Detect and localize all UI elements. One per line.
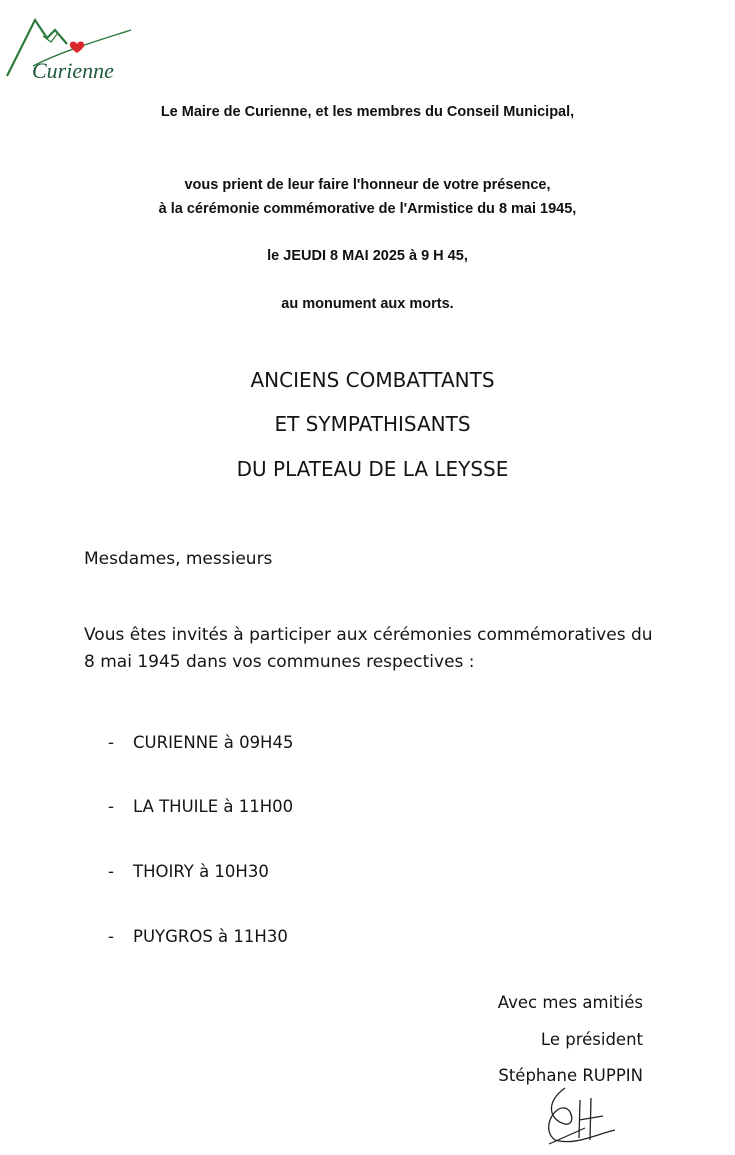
paragraph-line-1: Vous êtes invités à participer aux cérémonies commémoratives du bbox=[84, 625, 653, 645]
handwritten-signature bbox=[535, 1080, 625, 1155]
list-bullet: - bbox=[108, 927, 114, 946]
header-date: le JEUDI 8 MAI 2025 à 9 H 45, bbox=[267, 248, 468, 264]
greeting: Mesdames, messieurs bbox=[84, 549, 273, 569]
list-item-text: THOIRY à 10H30 bbox=[133, 862, 269, 881]
title-line-3: DU PLATEAU DE LA LEYSSE bbox=[236, 457, 509, 481]
invitation-paragraph bbox=[84, 622, 653, 676]
list-bullet: - bbox=[108, 862, 114, 881]
header-line-1: Le Maire de Curienne, et les membres du Conseil Municipal, bbox=[160, 104, 575, 120]
header-line-2: vous prient de leur faire l'honneur de votre présence, bbox=[184, 177, 551, 193]
curienne-logo bbox=[5, 10, 135, 83]
title-line-1: ANCIENS COMBATTANTS bbox=[250, 368, 495, 392]
closing-regards: Avec mes amitiés bbox=[497, 993, 643, 1012]
list-bullet: - bbox=[108, 733, 114, 752]
closing-role: Le président bbox=[540, 1030, 643, 1049]
list-item-text: LA THUILE à 11H00 bbox=[133, 797, 294, 816]
header-line-3: à la cérémonie commémorative de l'Armistice du 8 mai 1945, bbox=[158, 201, 577, 217]
title-line-2: ET SYMPATHISANTS bbox=[274, 412, 471, 436]
logo-text: Curienne bbox=[32, 58, 114, 83]
list-bullet: - bbox=[108, 797, 114, 816]
list-item-text: PUYGROS à 11H30 bbox=[133, 927, 288, 946]
list-item bbox=[108, 797, 293, 816]
list-item bbox=[108, 733, 293, 752]
list-item-text: CURIENNE à 09H45 bbox=[133, 733, 294, 752]
closing-name: Stéphane RUPPIN bbox=[498, 1066, 643, 1085]
list-item bbox=[108, 927, 288, 946]
paragraph-line-2: 8 mai 1945 dans vos communes respectives : bbox=[84, 652, 475, 672]
list-item bbox=[108, 862, 269, 881]
header-location: au monument aux morts. bbox=[281, 296, 454, 312]
